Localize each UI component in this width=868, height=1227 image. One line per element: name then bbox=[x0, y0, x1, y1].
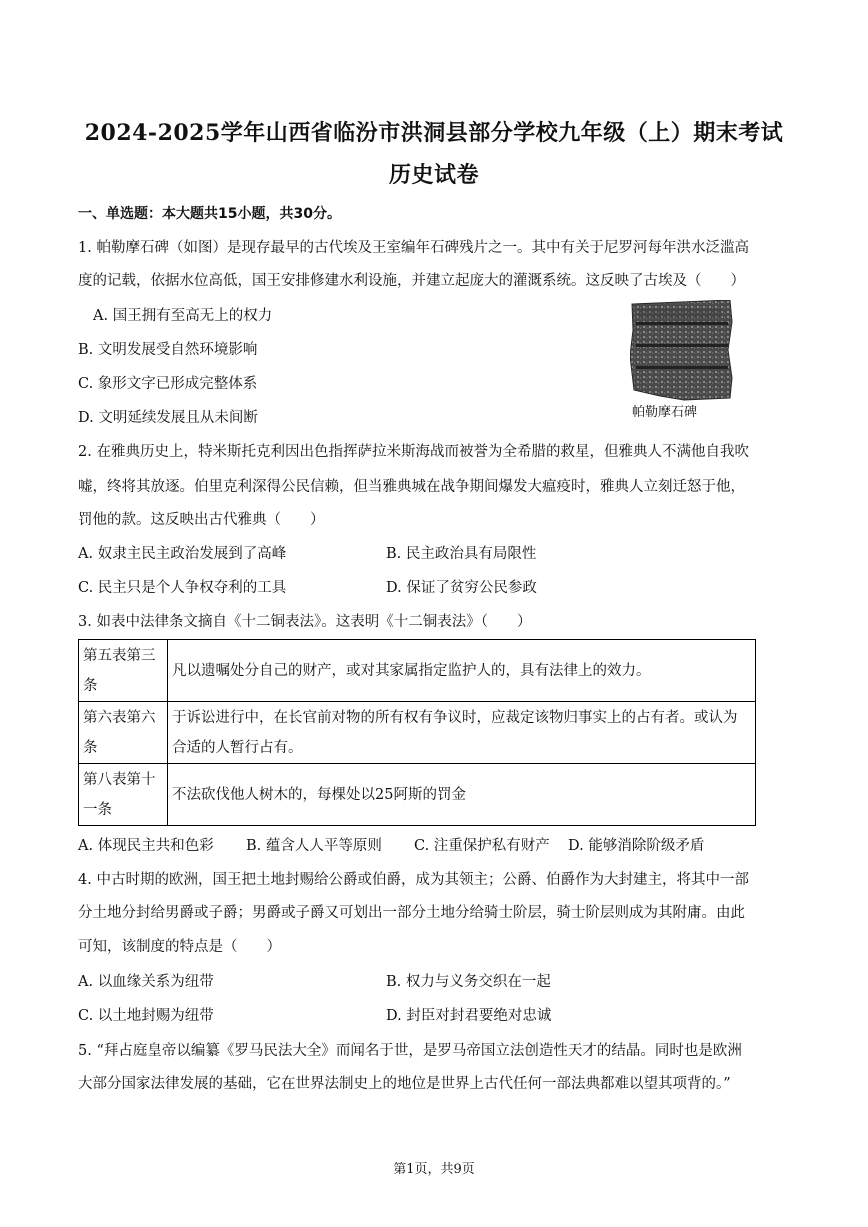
table-row bbox=[79, 764, 756, 826]
q2-option-c: C. 民主只是个人争权夺利的工具 bbox=[78, 580, 287, 596]
table-cell-key: 第六表第六条 bbox=[79, 702, 168, 764]
q3-option-d: D. 能够消除阶级矛盾 bbox=[568, 838, 705, 854]
table-row bbox=[79, 702, 756, 764]
q1-option-b: B. 文明发展受自然环境影响 bbox=[78, 342, 258, 358]
section-heading: 一、单选题：本大题共15小题，共30分。 bbox=[78, 206, 341, 222]
exam-title: 2024-2025学年山西省临汾市洪洞县部分学校九年级（上）期末考试 bbox=[84, 120, 784, 146]
q1-option-d: D. 文明延续发展且从未间断 bbox=[78, 410, 258, 426]
q4-stem-line: 4. 中古时期的欧洲，国王把土地封赐给公爵或伯爵，成为其领主；公爵、伯爵作为大封建主，将其中一部 bbox=[78, 872, 749, 888]
q1-option-c: C. 象形文字已形成完整体系 bbox=[78, 376, 258, 392]
q1-option-a: A. 国王拥有至高无上的权力 bbox=[93, 308, 273, 324]
q2-stem-line: 嘘，终将其放逐。伯里克利深得公民信赖，但当雅典城在战争期间爆发大瘟疫时，雅典人立刻迁怒于他， bbox=[78, 479, 745, 495]
table-cell-key: 第五表第三条 bbox=[79, 640, 168, 702]
page-footer: 第1页，共9页 bbox=[393, 1162, 475, 1177]
q3-stem: 3. 如表中法律条文摘自《十二铜表法》。这表明《十二铜表法》（ ） bbox=[78, 614, 532, 630]
q2-stem-line: 罚他的款。这反映出古代雅典（ ） bbox=[78, 512, 325, 528]
q2-option-d: D. 保证了贫穷公民参政 bbox=[386, 580, 537, 596]
law-table bbox=[78, 639, 756, 826]
q2-option-a: A. 奴隶主民主政治发展到了高峰 bbox=[78, 546, 287, 562]
table-cell-value: 不法砍伐他人树木的，每棵处以25阿斯的罚金 bbox=[168, 764, 756, 826]
q1-stem-line: 度的记载，依据水位高低，国王安排修建水利设施，并建立起庞大的灌溉系统。这反映了古埃及（ ） bbox=[78, 273, 745, 289]
q4-option-c: C. 以土地封赐为纽带 bbox=[78, 1008, 214, 1024]
q5-stem-line: 5. “拜占庭皇帝以编纂《罗马民法大全》而闻名于世，是罗马帝国立法创造性天才的结晶。同时也是欧洲 bbox=[78, 1043, 742, 1059]
q4-stem-line: 可知，该制度的特点是（ ） bbox=[78, 939, 281, 955]
palermo-stone-image bbox=[630, 300, 734, 402]
q4-option-d: D. 封臣对封君要绝对忠诚 bbox=[386, 1008, 552, 1024]
table-cell-key: 第八表第十一条 bbox=[79, 764, 168, 826]
q4-option-a: A. 以血缘关系为纽带 bbox=[78, 974, 214, 990]
q2-option-b: B. 民主政治具有局限性 bbox=[386, 546, 537, 562]
q2-stem-line: 2. 在雅典历史上，特米斯托克利因出色指挥萨拉米斯海战而被誉为全希腊的救星，但雅典人不满他自我吹 bbox=[78, 444, 749, 460]
q1-stem-line: 1. 帕勒摩石碑（如图）是现存最早的古代埃及王室编年石碑残片之一。其中有关于尼罗河每年洪水泛滥高 bbox=[78, 240, 749, 256]
exam-subtitle: 历史试卷 bbox=[388, 162, 479, 188]
table-cell-value: 于诉讼进行中，在长官前对物的所有权有争议时，应裁定该物归事实上的占有者。或认为合适的人暂行占有。 bbox=[168, 702, 756, 764]
q3-option-a: A. 体现民主共和色彩 bbox=[78, 838, 214, 854]
q3-option-c: C. 注重保护私有财产 bbox=[414, 838, 550, 854]
q4-stem-line: 分土地分封给男爵或子爵；男爵或子爵又可划出一部分土地分给骑士阶层，骑士阶层则成为其附庸。由此 bbox=[78, 905, 745, 921]
q3-option-b: B. 蕴含人人平等原则 bbox=[246, 838, 382, 854]
q5-stem-line: 大部分国家法律发展的基础，它在世界法制史上的地位是世界上古代任何一部法典都难以望其项背的。” bbox=[78, 1076, 731, 1092]
table-cell-value: 凡以遗嘱处分自己的财产，或对其家属指定监护人的，具有法律上的效力。 bbox=[168, 640, 756, 702]
q4-option-b: B. 权力与义务交织在一起 bbox=[386, 974, 551, 990]
table-row bbox=[79, 640, 756, 702]
figure-caption: 帕勒摩石碑 bbox=[632, 405, 698, 420]
